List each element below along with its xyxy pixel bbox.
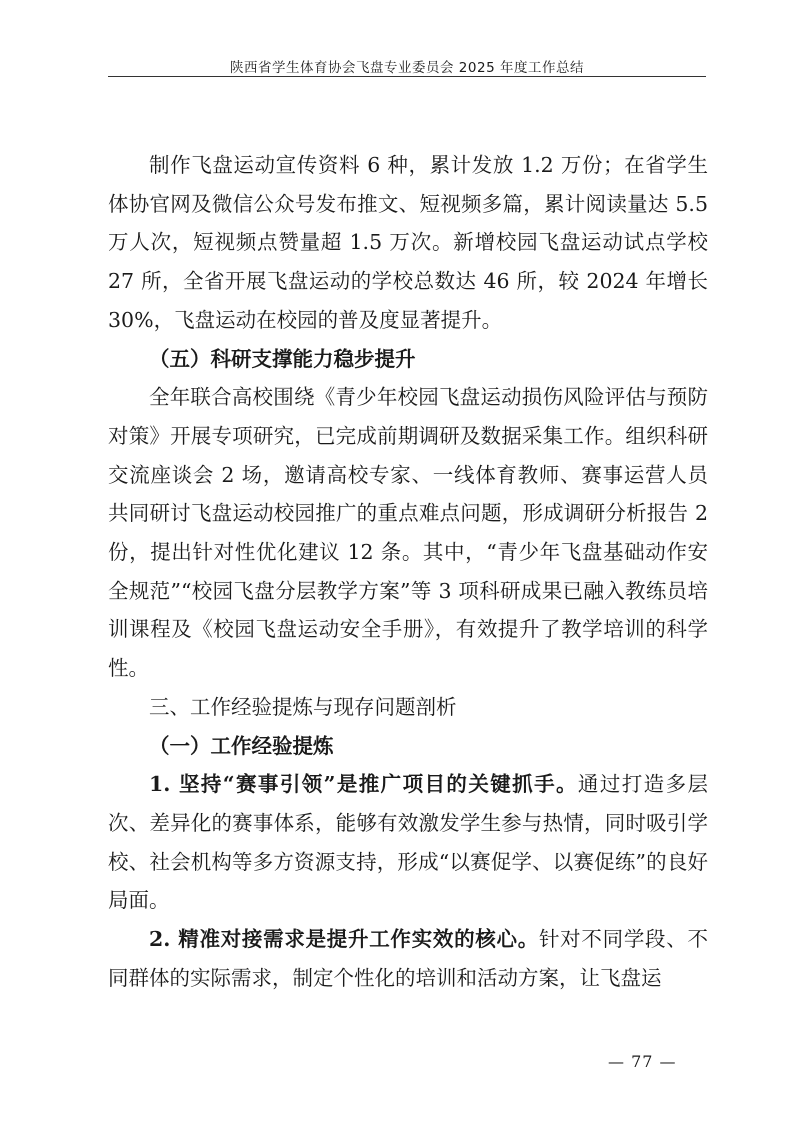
running-header: 陕西省学生体育协会飞盘专业委员会 2025 年度工作总结 (230, 60, 584, 76)
paragraph-publicity: 制作飞盘运动宣传资料 6 种，累计发放 1.2 万份；在省学生体协官网及微信公众号发布推文、短视频多篇，累计阅读量达 5.5 万人次，短视频点赞量超 1.5 万次。新增校园飞盘运动试点学校 27 所，全省开展飞盘运动的学校总数达 46 所，较 2024 年增长 30%，飞盘运动在校园的普及度显著提升。 (108, 153, 708, 332)
item-2-lead: 2. 精准对接需求是提升工作实效的核心。 (149, 927, 539, 952)
subsection-heading-research: （五）科研支撑能力稳步提升 (149, 346, 416, 371)
section-heading-experience: 三、工作经验提炼与现存问题剖析 (149, 694, 457, 719)
page-number: — 77 — (608, 1052, 677, 1071)
paragraph-research: 全年联合高校围绕《青少年校园飞盘运动损伤风险评估与预防对策》开展专项研究，已完成前期调研及数据采集工作。组织科研交流座谈会 2 场，邀请高校专家、一线体育教师、赛事运营人员共同研讨飞盘运动校园推广的重点难点问题，形成调研分析报告 2 份，提出针对性优化建议 12 条。其中，“青少年飞盘基础动作安全规范”“校园飞盘分层教学方案”等 3 项科研成果已融入教练员培训课程及《校园飞盘运动安全手册》，有效提升了教学培训的科学性。 (108, 385, 708, 681)
subsection-heading-experience: （一）工作经验提炼 (149, 733, 334, 758)
header-divider (108, 76, 706, 77)
page-body (108, 146, 708, 997)
paragraph-item-2 (108, 920, 708, 997)
item-1-lead: 1. 坚持“赛事引领”是推广项目的关键抓手。 (149, 772, 578, 797)
item-1-text: 通过打造多层次、差异化的赛事体系，能够有效激发学生参与热情，同时吸引学校、社会机构等多方资源支持，形成“以赛促学、以赛促练”的良好局面。 (108, 772, 708, 913)
item-2-text: 针对不同学段、不同群体的实际需求，制定个性化的培训和活动方案，让飞盘运 (108, 927, 708, 990)
paragraph-item-1 (108, 765, 708, 920)
